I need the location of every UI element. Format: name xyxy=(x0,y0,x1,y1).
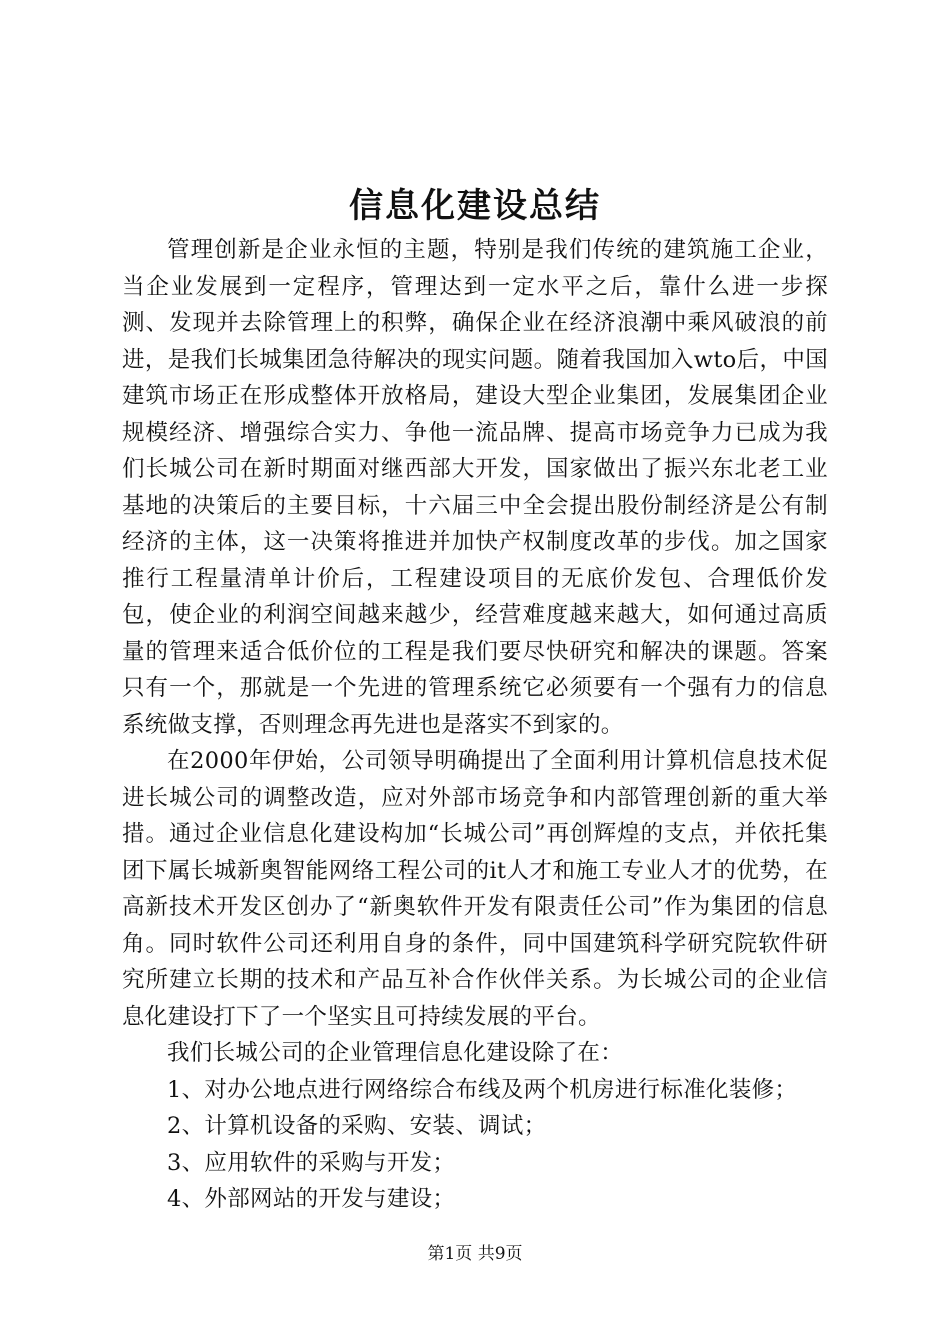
paragraph-intro: 管理创新是企业永恒的主题，特别是我们传统的建筑施工企业，当企业发展到一定程序，管理达到一定水平之后，靠什么进一步探测、发现并去除管理上的积弊，确保企业在经济浪潮中乘风破浪的前进，是我们长城集团急待解决的现实问题。随着我国加入wto后，中国建筑市场正在形成整体开放格局，建设大型企业集团，发展集团企业规模经济、增强综合实力、争他一流品牌、提高市场竞争力已成为我们长城公司在新时期面对继西部大开发，国家做出了振兴东北老工业基地的决策后的主要目标，十六届三中全会提出股份制经济是公有制经济的主体，这一决策将推进并加快产权制度改革的步伐。加之国家推行工程量清单计价后，工程建设项目的无底价发包、合理低价发包，使企业的利润空间越来越少，经营难度越来越大，如何通过高质量的管理来适合低价位的工程是我们要尽快研究和解决的课题。答案只有一个，那就是一个先进的管理系统它必须要有一个强有力的信息系统做支撑，否则理念再先进也是落实不到家的。 xyxy=(122,237,828,738)
paragraph-list-lead: 我们长城公司的企业管理信息化建设除了在： xyxy=(167,1040,624,1066)
page-footer: 第1页 共9页 xyxy=(427,1244,523,1264)
document-title: 信息化建设总结 xyxy=(349,186,601,226)
document-body xyxy=(122,232,828,1218)
list-item-2: 2、计算机设备的采购、安装、调试； xyxy=(167,1113,547,1139)
list-item-1: 1、对办公地点进行网络综合布线及两个机房进行标准化装修； xyxy=(167,1076,798,1103)
paragraph-2000: 在2000年伊始，公司领导明确提出了全面利用计算机信息技术促进长城公司的调整改造，应对外部市场竞争和内部管理创新的重大举措。通过企业信息化建设构加“长城公司”再创辉煌的支点，并依托集团下属长城新奥智能网络工程公司的it人才和施工专业人才的优势，在高新技术开发区创办了“新奥软件开发有限责任公司”作为集团的信息角。同时软件公司还利用自身的条件，同中国建筑科学研究院软件研究所建立长期的技术和产品互补合作伙伴关系。为长城公司的企业信息化建设打下了一个坚实且可持续发展的平台。 xyxy=(122,748,828,1030)
list-item-4: 4、外部网站的开发与建设； xyxy=(167,1186,456,1212)
list-item-3: 3、应用软件的采购与开发； xyxy=(167,1149,456,1176)
